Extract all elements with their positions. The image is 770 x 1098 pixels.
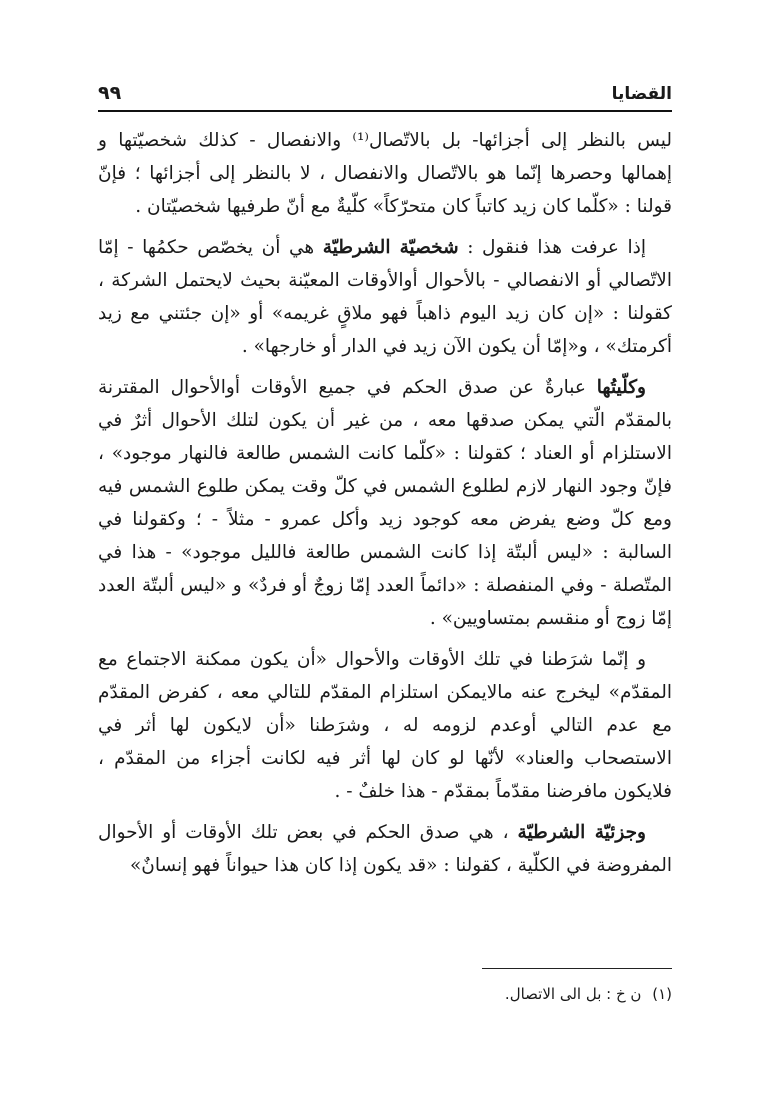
paragraph [98, 124, 672, 223]
paragraph [98, 371, 672, 635]
paragraph-text: ⁽¹⁾ [352, 130, 369, 151]
defined-term: وجزئيّة الشرطيّة [517, 822, 646, 843]
paragraph [98, 816, 672, 882]
paragraph [98, 231, 672, 363]
footnote-text: ن خ : بل الى الاتصال. [504, 985, 642, 1003]
footnote [98, 982, 672, 1006]
defined-term: وكلّيتُها [596, 377, 646, 398]
footnote-number: (١) [652, 985, 672, 1003]
paragraph-text: هي أن يخصّص حكمُها - إمّا الاتّصالي أو الانفصالي - بالأحوال أوالأوقات المعيّنة بحيث لايحتمل الشركة ، كقولنا : «إن كان زيد اليوم ذاهباً فهو ملاقٍ غريمه» أو «إن جئتني مع زيد أكرمتك» ، و«إمّا أن يكون الآن زيد في الدار أو خارجها» . [98, 237, 672, 357]
paragraph-text: ليس بالنظر إلى أجزائها- بل بالاتّصال [368, 130, 672, 151]
header-rule [98, 110, 672, 112]
paragraph-text: ، هي صدق الحكم في بعض تلك الأوقات أو الأحوال المفروضة في الكلّية ، كقولنا : «قد يكون إذا كان هذا حيواناً فهو إنسانٌ» [98, 822, 672, 876]
page-header [98, 78, 672, 104]
footnote-rule [482, 968, 672, 969]
page-number: ٩٩ [98, 82, 122, 104]
running-title: القضايا [611, 84, 672, 104]
paragraph-text: والانفصال - كذلك شخصيّتها و إهمالها وحصرها إنّما هو بالاتّصال والانفصال ، لا بالنظر إلى أجزائها ؛ فإنّ قولنا : «كلّما كان زيد كاتباً كان متحرّكاً» كلّيةٌ مع أنّ طرفيها شخصيّتان . [98, 130, 672, 217]
paragraph-text: عبارةٌ عن صدق الحكم في جميع الأوقات أوالأحوال المقترنة بالمقدّم الّتي يمكن صدقها معه ، من غير أن يكون لتلك الأحوال أثرٌ في الاستلزام أو العناد ؛ كقولنا : «كلّما كانت الشمس طالعة فالنهار موجود» ، فإنّ وجود النهار لازم لطلوع الشمس في كلّ وقت يمكن طلوع الشمس فيه ومع كلّ وضع يفرض معه كوجود زيد وأكل عمرو - مثلاً - ؛ وكقولنا في السالبة : «ليس ألبتّة إذا كانت الشمس طالعة فالليل موجود» - هذا في المتّصلة - وفي المنفصلة : «دائماً العدد إمّا زوجٌ أو فردٌ» و «ليس ألبتّة العدد إمّا زوج أو منقسم بمتساويين» . [98, 377, 672, 629]
body-text [98, 124, 672, 890]
paragraph-text: إذا عرفت هذا فنقول : [458, 237, 646, 258]
paragraph [98, 643, 672, 808]
defined-term: شخصيّة الشرطيّة [322, 237, 459, 258]
paragraph-text: و إنّما شرَطنا في تلك الأوقات والأحوال «أن يكون ممكنة الاجتماع مع المقدّم» ليخرج عنه مالايمكن استلزام المقدّم للتالي معه ، كفرض المقدّم مع عدم التالي أوعدم لزومه له ، وشرَطنا «أن لايكون لها أثر في الاستصحاب والعناد» لأنّها لو كان لها أثر فيه لكانت أجزاء من المقدّم ، فلايكون مافرضنا مقدّماً بمقدّم - هذا خلفٌ - . [98, 649, 672, 802]
